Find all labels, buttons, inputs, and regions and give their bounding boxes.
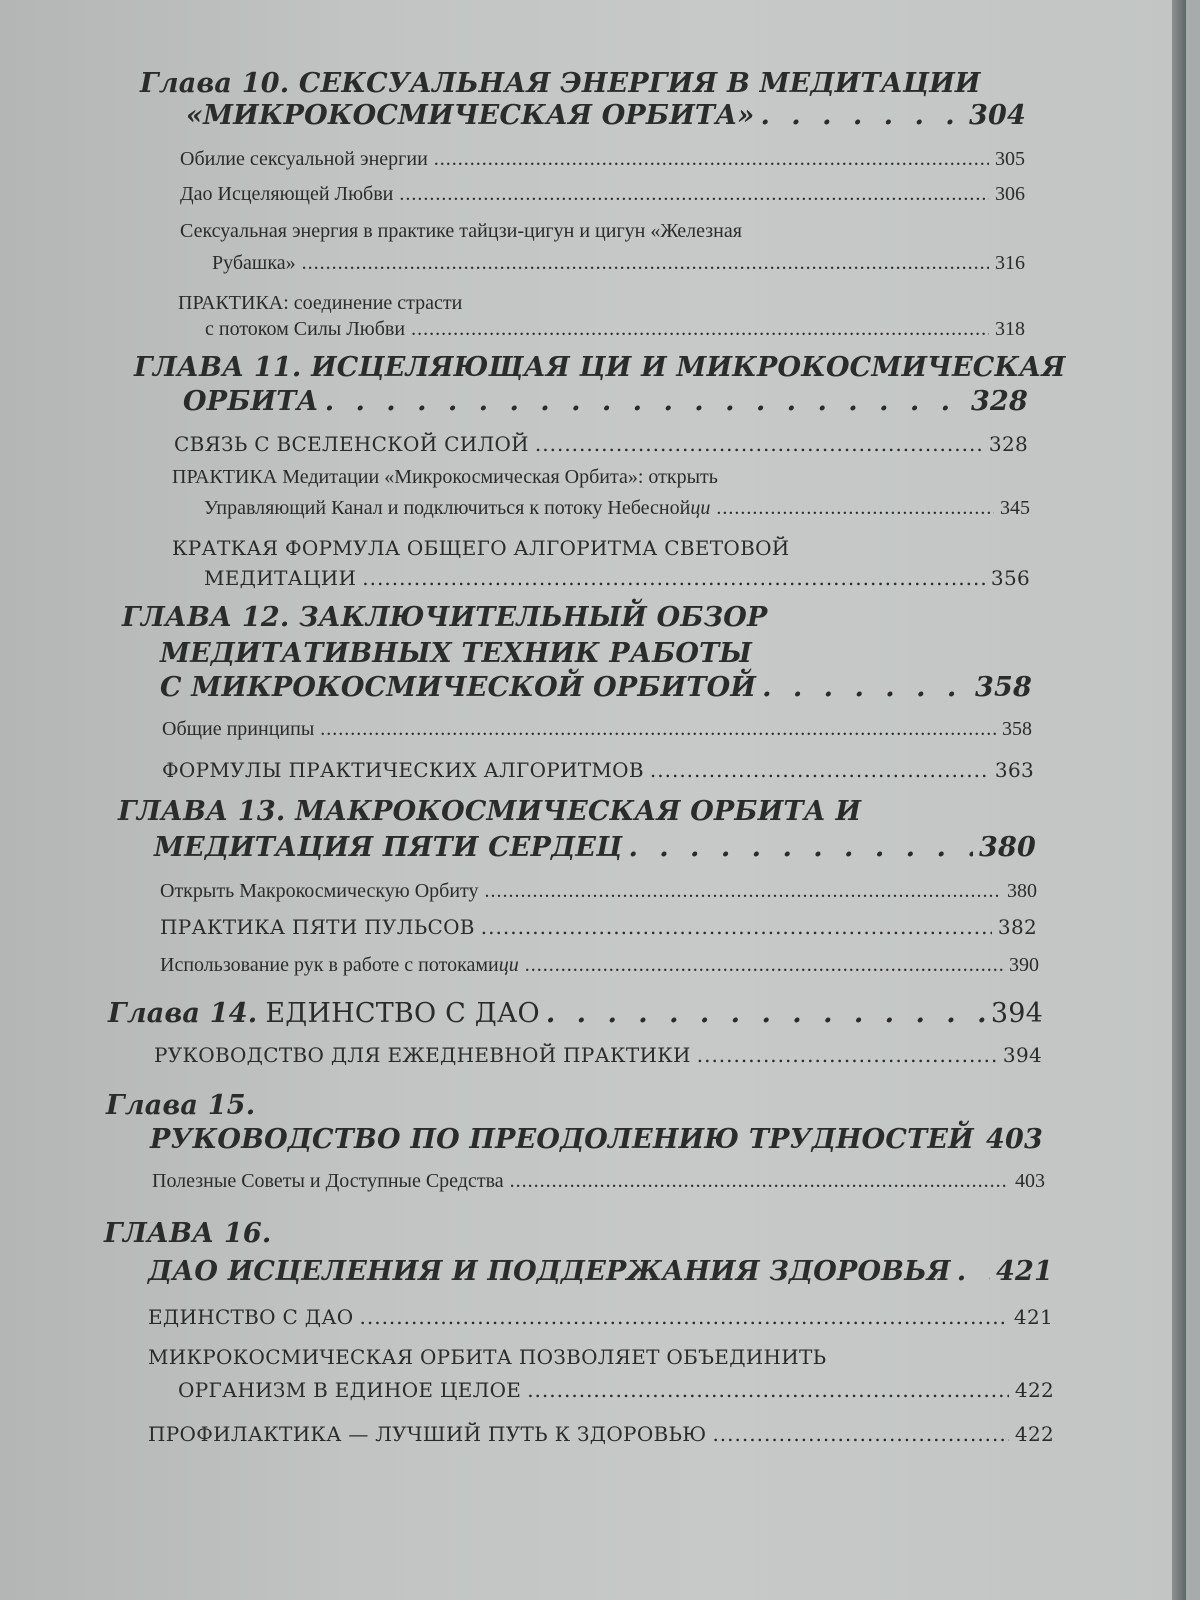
chapter-10-title-line-1: [140, 68, 981, 99]
chapter-16-page: 421: [996, 1256, 1053, 1287]
entry-page: 358: [1002, 718, 1032, 740]
chapter-11-title-continued: ОРБИТА: [183, 386, 319, 417]
chapter-13-entry[interactable]: [154, 832, 1036, 863]
chapter-13-title-continued: МЕДИТАЦИЯ ПЯТИ СЕРДЕЦ: [154, 832, 623, 863]
dot-leader: [628, 832, 973, 863]
entry-title: ПРАКТИКА: соединение страсти: [178, 292, 463, 314]
dot-leader: [697, 1043, 997, 1067]
chapter-11-title-line-1: [134, 352, 1065, 383]
dot-leader: [527, 1378, 1009, 1402]
chapter-12-title: ГЛАВА 12. ЗАКЛЮЧИТЕЛЬНЫЙ ОБЗОР: [122, 602, 768, 633]
entry-title-italic: ци: [690, 497, 711, 519]
entry-title: ПРАКТИКА ПЯТИ ПУЛЬСОВ: [160, 915, 475, 939]
dot-leader: [320, 718, 996, 741]
entry-title-italic: ци: [498, 954, 519, 976]
entry-title-continued: МЕДИТАЦИИ: [204, 566, 357, 590]
toc-entry[interactable]: [148, 1305, 1053, 1329]
entry-title: ПРОФИЛАКТИКА — ЛУЧШИЙ ПУТЬ К ЗДОРОВЬЮ: [148, 1422, 707, 1446]
entry-title: Обилие сексуальной энергии: [180, 148, 428, 170]
chapter-11-entry[interactable]: [183, 386, 1028, 417]
entry-title: ЕДИНСТВО С ДАО: [148, 1305, 354, 1329]
entry-page: 422: [1014, 1422, 1054, 1446]
entry-page: 382: [997, 915, 1037, 939]
chapter-16-label: ГЛАВА 16.: [104, 1218, 272, 1249]
toc-entry-line-1[interactable]: [180, 220, 742, 243]
entry-page: 305: [995, 148, 1025, 170]
dot-leader: [360, 1305, 1008, 1329]
entry-title: ФОРМУЛЫ ПРАКТИЧЕСКИХ АЛГОРИТМОВ: [162, 758, 644, 782]
entry-page: 318: [995, 318, 1025, 340]
toc-entry[interactable]: [162, 758, 1034, 782]
dot-leader: [535, 432, 983, 456]
dot-leader: [712, 1422, 1008, 1446]
chapter-10-title-continued: «МИКРОКОСМИЧЕСКАЯ ОРБИТА»: [186, 100, 755, 131]
entry-title-continued: с потоком Силы Любви: [205, 318, 406, 340]
chapter-10-page: 304: [969, 100, 1026, 131]
chapter-14-entry[interactable]: [108, 998, 1043, 1029]
entry-title-continued: ОРГАНИЗМ В ЕДИНОЕ ЦЕЛОЕ: [178, 1378, 522, 1402]
entry-page: 328: [988, 432, 1028, 456]
toc-entry[interactable]: [148, 1422, 1054, 1446]
chapter-16-entry[interactable]: [148, 1256, 1053, 1287]
chapter-15-label-line: [106, 1090, 255, 1121]
chapter-12-title-continued: МЕДИТАТИВНЫХ ТЕХНИК РАБОТЫ: [160, 638, 753, 669]
entry-title: СВЯЗЬ С ВСЕЛЕНСКОЙ СИЛОЙ: [174, 432, 529, 456]
chapter-15-entry[interactable]: [150, 1124, 1043, 1155]
entry-page: 380: [1007, 880, 1037, 902]
chapter-15-label: Глава 15.: [106, 1090, 256, 1121]
toc-entry[interactable]: [162, 718, 1032, 741]
entry-title: КРАТКАЯ ФОРМУЛА ОБЩЕГО АЛГОРИТМА СВЕТОВОЙ: [172, 536, 790, 560]
entry-title: ПРАКТИКА Медитации «Микрокосмическая Орбита»: открыть: [172, 466, 718, 488]
entry-title: Открыть Макрокосмическую Орбиту: [160, 880, 479, 902]
chapter-12-entry[interactable]: [160, 672, 1032, 703]
entry-page: 421: [1013, 1305, 1053, 1329]
chapter-16-label-line: [104, 1218, 272, 1249]
toc-entry-line-1[interactable]: [172, 536, 790, 560]
entry-title: МИКРОКОСМИЧЕСКАЯ ОРБИТА ПОЗВОЛЯЕТ ОБЪЕДИНИТЬ: [148, 1345, 827, 1369]
toc-entry[interactable]: [154, 1043, 1042, 1067]
toc-entry[interactable]: [174, 432, 1028, 456]
dot-leader: [957, 1256, 990, 1287]
toc-entry[interactable]: [180, 183, 1025, 206]
toc-entry[interactable]: [160, 915, 1037, 939]
dot-leader: [434, 148, 989, 171]
chapter-13-page: 380: [979, 832, 1036, 863]
chapter-11-title: ГЛАВА 11. ИСЦЕЛЯЮЩАЯ ЦИ И МИКРОКОСМИЧЕСКАЯ: [134, 352, 1066, 383]
dot-leader: [481, 915, 992, 939]
dot-leader: [716, 497, 994, 520]
entry-title: Дао Исцеляющей Любви: [180, 183, 394, 205]
toc-entry-line-1[interactable]: [172, 466, 718, 489]
entry-title-continued: Рубашка»: [212, 252, 296, 274]
toc-entry[interactable]: [180, 148, 1025, 171]
chapter-12-title-line-1: [122, 602, 767, 633]
dot-leader: [325, 386, 965, 417]
entry-page: 422: [1014, 1378, 1054, 1402]
entry-title-continued: Управляющий Канал и подключиться к потоку Небесной: [204, 497, 691, 519]
entry-title: Сексуальная энергия в практике тайцзи-цигун и цигун «Железная: [180, 220, 742, 242]
toc-entry[interactable]: [160, 880, 1037, 903]
entry-page: 363: [994, 758, 1034, 782]
entry-page: 356: [990, 566, 1030, 590]
dot-leader: [362, 566, 985, 590]
dot-leader: [525, 954, 1003, 977]
entry-page: 394: [1002, 1043, 1042, 1067]
chapter-12-title-line-2: [160, 638, 752, 669]
chapter-15-page: 403: [986, 1124, 1043, 1155]
dot-leader: [485, 880, 1002, 903]
toc-entry-line-1[interactable]: [178, 292, 462, 315]
toc-entry[interactable]: [205, 318, 1025, 341]
chapter-13-title-line-1: [118, 796, 861, 827]
toc-entry[interactable]: [178, 1378, 1054, 1402]
dot-leader: [302, 252, 989, 275]
chapter-11-page: 328: [971, 386, 1028, 417]
entry-page: 403: [1015, 1170, 1045, 1192]
toc-entry[interactable]: [152, 1170, 1045, 1193]
entry-title: Полезные Советы и Доступные Средства: [152, 1170, 504, 1192]
chapter-10-title: Глава 10. СЕКСУАЛЬНАЯ ЭНЕРГИЯ В МЕДИТАЦИИ: [140, 68, 981, 99]
entry-page: 316: [995, 252, 1025, 274]
entry-page: 390: [1009, 954, 1039, 976]
chapter-12-page: 358: [975, 672, 1032, 703]
dot-leader: [411, 318, 989, 341]
chapter-14-title: ЕДИНСТВО С ДАО: [265, 998, 540, 1029]
chapter-14-label: Глава 14.: [108, 998, 258, 1029]
toc-entry-line-1[interactable]: [148, 1345, 826, 1369]
toc-entry[interactable]: [212, 252, 1025, 275]
chapter-15-title: РУКОВОДСТВО ПО ПРЕОДОЛЕНИЮ ТРУДНОСТЕЙ: [150, 1124, 974, 1155]
dot-leader: [760, 100, 963, 131]
dot-leader: [546, 998, 985, 1029]
chapter-10-entry[interactable]: [186, 100, 1026, 131]
entry-page: 306: [995, 183, 1025, 205]
chapter-12-title-continued: С МИКРОКОСМИЧЕСКОЙ ОРБИТОЙ: [160, 672, 757, 703]
entry-title: Общие принципы: [162, 718, 315, 740]
entry-page: 345: [1000, 497, 1030, 519]
dot-leader: [650, 758, 989, 782]
entry-title: Использование рук в работе с потоками: [160, 954, 499, 976]
toc-entry[interactable]: [204, 497, 1030, 520]
dot-leader: [762, 672, 969, 703]
dot-leader: [399, 183, 989, 206]
toc-entry[interactable]: [204, 566, 1030, 590]
dot-leader: [510, 1170, 1009, 1193]
chapter-16-title: ДАО ИСЦЕЛЕНИЯ И ПОДДЕРЖАНИЯ ЗДОРОВЬЯ: [148, 1256, 951, 1287]
chapter-14-page: 394: [990, 998, 1043, 1029]
chapter-13-title: ГЛАВА 13. МАКРОКОСМИЧЕСКАЯ ОРБИТА И: [118, 796, 862, 827]
entry-title: РУКОВОДСТВО ДЛЯ ЕЖЕДНЕВНОЙ ПРАКТИКИ: [154, 1043, 691, 1067]
toc-entry[interactable]: [160, 954, 1039, 977]
